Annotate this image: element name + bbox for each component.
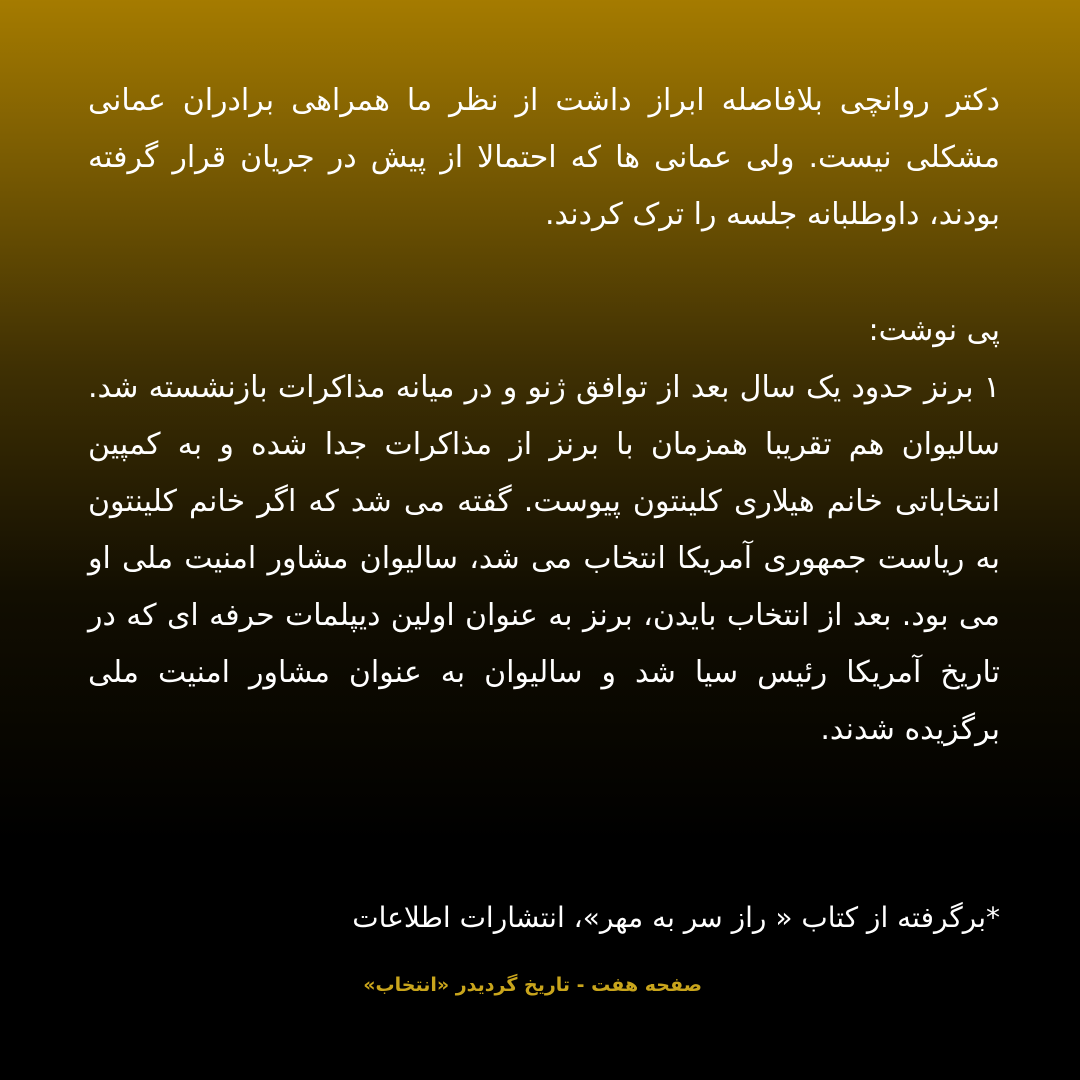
postscript-body: ۱ برنز حدود یک سال بعد از توافق ژنو و در میانه مذاکرات بازنشسته شد. سالیوان هم تقریبا همزمان با برنز از مذاکرات جدا شده و به کمپین انتخاباتی خانم هیلاری کلینتون پیوست. گفته می شد که اگر خانم کلینتون به ریاست جمهوری آمریکا انتخاب می شد، سالیوان مشاور امنیت ملی او می بود. بعد از انتخاب بایدن، برنز به عنوان اولین دیپلمات حرفه ای که در تاریخ آمریکا رئیس سیا شد و سالیوان به عنوان مشاور امنیت ملی برگزیده شدند. (88, 370, 1000, 747)
postscript-heading: پی نوشت: (868, 313, 1000, 348)
footer-page-label: صفحه هفت - تاریخ گردیدر «انتخاب» (363, 974, 702, 996)
paragraph-spacer (88, 243, 1000, 302)
main-paragraph: دکتر روانچی بلافاصله ابراز داشت از نظر ما همراهی برادران عمانی مشکلی نیست. ولی عمانی ها که احتمالا از پیش در جریان قرار گرفته بودند، داوطلبانه جلسه را ترک کردند. (88, 83, 1000, 232)
main-text-block (88, 72, 1000, 758)
source-note: *برگرفته از کتاب « راز سر به مهر»، انتشارات اطلاعات (352, 901, 1000, 934)
